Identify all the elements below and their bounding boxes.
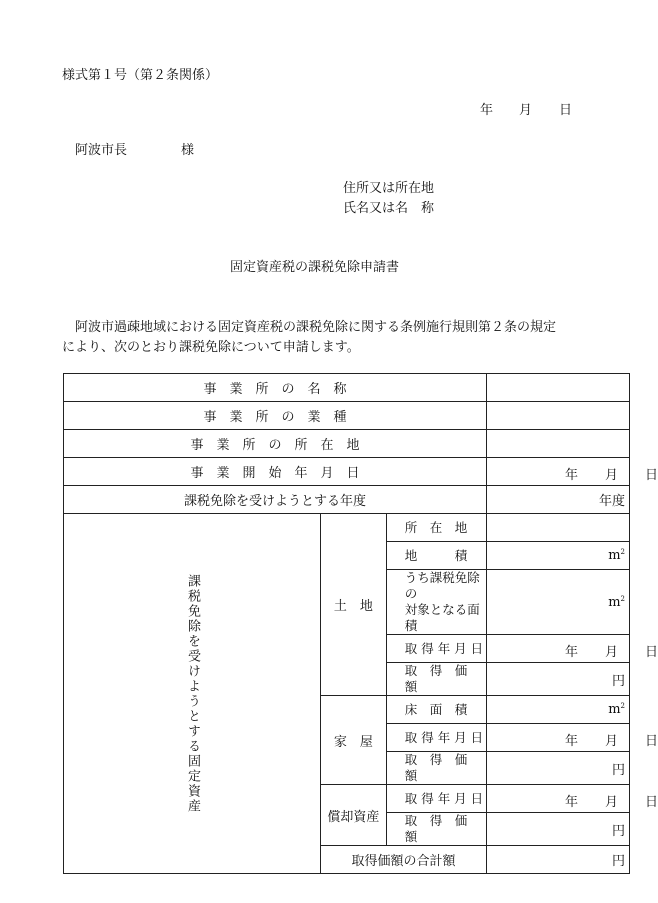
business-type-label: 事 業 所 の 業 種	[64, 402, 487, 430]
yen-unit: 円	[611, 762, 625, 778]
square-meter-unit: $m^2$	[608, 702, 625, 717]
land-acquisition-price-label: 取 得 価 額	[386, 663, 486, 696]
business-type-field[interactable]	[486, 402, 629, 430]
table-row	[64, 430, 630, 458]
land-acquisition-date-field[interactable]	[486, 635, 658, 663]
year-label: 年	[564, 795, 578, 810]
body-text-line-1: 阿波市過疎地域における固定資産税の課税免除に関する条例施行規則第２条の規定	[75, 320, 557, 335]
house-acquisition-price-label: 取 得 価 額	[386, 752, 486, 785]
month-label: 月	[604, 468, 618, 483]
yen-unit: 円	[611, 854, 625, 869]
house-floor-area-field[interactable]	[486, 696, 629, 724]
depreciable-group-label: 償却資産	[321, 785, 387, 846]
land-area-label: 地 積	[386, 542, 486, 570]
table-row	[64, 486, 630, 514]
land-location-label: 所 在 地	[386, 514, 486, 542]
depreciable-acquisition-price-field[interactable]	[486, 813, 629, 846]
land-area-field[interactable]	[486, 542, 629, 570]
table-row	[64, 514, 630, 542]
depreciable-acquisition-price-label: 取 得 価 額	[386, 813, 486, 846]
house-floor-area-label: 床 面 積	[386, 696, 486, 724]
name-label: 氏名又は名 称	[343, 201, 435, 216]
addressee: 阿波市長	[75, 143, 128, 158]
table-row	[64, 374, 630, 402]
business-start-label: 事 業 開 始 年 月 日	[64, 458, 487, 486]
business-address-label: 事 業 所 の 所 在 地	[64, 430, 487, 458]
land-acquisition-date-label: 取 得 年 月 日	[386, 635, 486, 663]
table-row	[64, 402, 630, 430]
house-acquisition-date-field[interactable]	[486, 724, 658, 752]
land-location-field[interactable]	[486, 514, 629, 542]
land-group-label: 土 地	[321, 514, 387, 696]
land-exempt-area-label: うち課税免除の 対象となる面積	[386, 570, 486, 635]
depreciable-acquisition-date-label: 取 得 年 月 日	[386, 785, 486, 813]
exemption-year-unit: 年度	[598, 494, 625, 509]
land-exempt-area-field[interactable]	[486, 570, 629, 635]
year-label: 年	[564, 468, 578, 483]
business-name-field[interactable]	[486, 374, 629, 402]
month-label: 月	[604, 795, 618, 810]
house-acquisition-date-label: 取 得 年 月 日	[386, 724, 486, 752]
square-meter-unit: $m^2$	[608, 594, 625, 610]
body-text-line-2: により、次のとおり課税免除について申請します。	[62, 340, 360, 355]
depreciable-acquisition-date-field[interactable]	[486, 785, 658, 813]
business-name-label: 事 業 所 の 名 称	[64, 374, 487, 402]
address-label: 住所又は所在地	[343, 181, 435, 196]
date-month-label: 月	[519, 103, 533, 118]
exemption-year-field[interactable]	[486, 486, 629, 514]
month-label: 月	[604, 734, 618, 749]
fixed-asset-vertical-label: 課税免除を受けようとする固定資産	[64, 514, 321, 874]
house-group-label: 家 屋	[321, 696, 387, 785]
square-meter-unit: $m^2$	[608, 548, 625, 563]
land-acquisition-price-field[interactable]	[486, 663, 629, 696]
addressee-suffix: 様	[181, 143, 195, 158]
total-acquisition-price-label: 取得価額の合計額	[321, 846, 487, 874]
day-label: 日	[644, 645, 658, 660]
total-acquisition-price-field[interactable]	[486, 846, 629, 874]
document-title: 固定資産税の課税免除申請書	[230, 260, 400, 275]
year-label: 年	[564, 734, 578, 749]
month-label: 月	[604, 645, 618, 660]
day-label: 日	[644, 734, 658, 749]
business-address-field[interactable]	[486, 430, 629, 458]
date-day-label: 日	[559, 103, 573, 118]
year-label: 年	[564, 645, 578, 660]
business-start-field[interactable]	[486, 458, 658, 486]
date-year-label: 年	[480, 103, 494, 118]
table-row	[64, 458, 630, 486]
day-label: 日	[644, 795, 658, 810]
yen-unit: 円	[611, 673, 625, 689]
exemption-year-label: 課税免除を受けようとする年度	[64, 486, 487, 514]
application-table	[63, 373, 658, 874]
day-label: 日	[644, 468, 658, 483]
form-number: 様式第１号（第２条関係）	[62, 68, 219, 83]
house-acquisition-price-field[interactable]	[486, 752, 629, 785]
yen-unit: 円	[611, 823, 625, 839]
